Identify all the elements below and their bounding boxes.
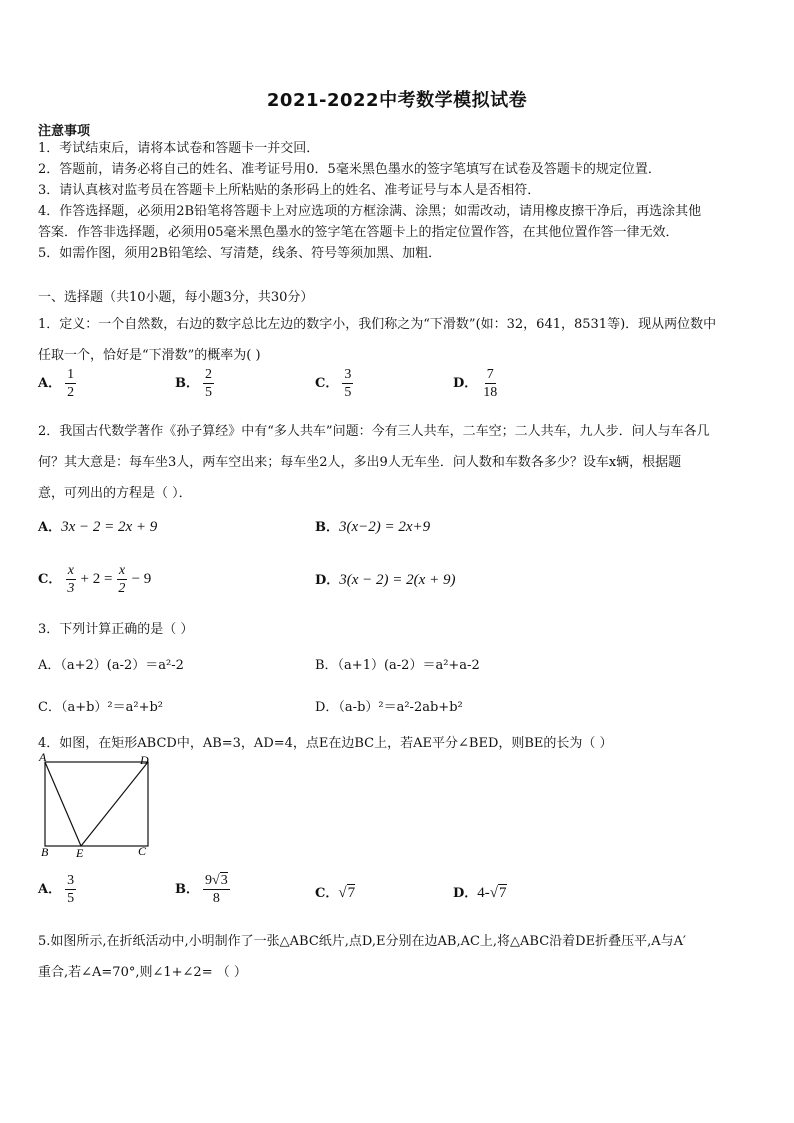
option-label: A． bbox=[38, 882, 62, 897]
q2-option-d[interactable] bbox=[315, 569, 455, 589]
fraction: $\frac{7}{18}$ bbox=[483, 367, 498, 400]
notice-item: 1．考试结束后，请将本试卷和答题卡一并交回． bbox=[38, 141, 320, 156]
q4-option-b[interactable] bbox=[175, 872, 230, 907]
option-label: B． bbox=[175, 882, 199, 897]
q1-option-d[interactable] bbox=[453, 366, 499, 401]
q4-option-c[interactable] bbox=[315, 882, 355, 902]
q2-stem-line1: 2．我国古代数学著作《孙子算经》中有“多人共车”问题：今有三人共车，二车空；二人共车，九人步．问人与车各几 bbox=[38, 424, 710, 439]
q3-option-c[interactable]: C．（a+b）²＝a²+b² bbox=[38, 700, 164, 715]
option-label: B． bbox=[315, 520, 339, 535]
segment-ae bbox=[45, 762, 81, 846]
point-label-e: E bbox=[76, 846, 84, 860]
fraction: $\frac{3}{5}$ bbox=[344, 367, 352, 400]
option-label: D． bbox=[453, 376, 478, 391]
q2-stem-line2: 何？其大意是：每车坐3人，两车空出来；每车坐2人，多出9人无车坐．问人数和车数各多少？设车x辆，根据题 bbox=[38, 455, 682, 470]
option-label: D． bbox=[453, 886, 478, 901]
point-label-d: D bbox=[140, 753, 149, 767]
notice-item: 3．请认真核对监考员在答题卡上所粘贴的条形码上的姓名、准考证号与本人是否相符． bbox=[38, 183, 541, 198]
equation: 3x − 2 = 2x + 9 bbox=[61, 519, 158, 535]
equation: 3(x−2) = 2x+9 bbox=[339, 519, 431, 535]
option-label: A． bbox=[38, 520, 62, 535]
q3-stem: 3．下列计算正确的是（ ） bbox=[38, 622, 194, 637]
q1-option-b[interactable] bbox=[175, 366, 214, 401]
q1-stem-line1: 1．定义：一个自然数，右边的数字总比左边的数字小，我们称之为“下滑数”(如：32，641，8531等)．现从两位数中 bbox=[38, 317, 717, 332]
notice-heading: 注意事项 bbox=[38, 124, 91, 139]
q2-option-c[interactable] bbox=[38, 562, 151, 597]
option-label: C． bbox=[315, 886, 339, 901]
option-label: A． bbox=[38, 376, 62, 391]
point-label-a: A bbox=[39, 752, 47, 764]
rectangle-abcd bbox=[45, 762, 148, 846]
q2-option-a[interactable] bbox=[38, 516, 157, 536]
equation-mid: + 2 = bbox=[80, 571, 113, 587]
notice-item: 4．作答选择题，必须用2B铅笔将答题卡上对应选项的方框涂满、涂黑；如需改动，请用橡皮擦干净后，再选涂其他 bbox=[38, 204, 702, 219]
q3-option-d[interactable]: D．（a-b）²＝a²-2ab+b² bbox=[315, 700, 463, 715]
page-title: 2021-2022中考数学模拟试卷 bbox=[266, 90, 528, 111]
option-label: B． bbox=[175, 376, 199, 391]
option-label: D． bbox=[315, 573, 340, 588]
q5-stem-line2: 重合,若∠A=70°,则∠1+∠2= （ ） bbox=[38, 965, 247, 980]
fraction: $\frac{2}{5}$ bbox=[205, 367, 212, 400]
point-label-c: C bbox=[138, 844, 147, 858]
rectangle-figure bbox=[36, 752, 156, 862]
option-label: C． bbox=[38, 572, 62, 587]
q3-option-a[interactable]: A．（a+2）(a-2）＝a²-2 bbox=[38, 658, 184, 673]
q1-option-a[interactable] bbox=[38, 366, 76, 401]
option-label: C． bbox=[315, 376, 339, 391]
equation: 3(x − 2) = 2(x + 9) bbox=[339, 572, 456, 588]
sqrt-expression: √7 bbox=[338, 885, 356, 901]
q4-option-d[interactable] bbox=[453, 882, 507, 902]
fraction: $\frac{x}{2}$ bbox=[118, 563, 126, 596]
fraction: $\frac{9√3}{8}$ bbox=[205, 873, 228, 906]
section-heading: 一、选择题（共10小题，每小题3分，共30分） bbox=[38, 290, 314, 305]
fraction: $\frac{1}{2}$ bbox=[67, 367, 75, 400]
q1-stem-line2: 任取一个，恰好是“下滑数”的概率为( ) bbox=[38, 348, 261, 363]
fraction: $\frac{x}{3}$ bbox=[67, 563, 75, 596]
q4-stem: 4．如图，在矩形ABCD中，AB=3，AD=4，点E在边BC上，若AE平分∠BED，则BE的长为（ ） bbox=[38, 736, 613, 751]
notice-item: 2．答题前，请务必将自己的姓名、准考证号用0．5毫米黑色墨水的签字笔填写在试卷及答题卡的规定位置． bbox=[38, 162, 661, 177]
q2-stem-line3: 意，可列出的方程是（ ）． bbox=[38, 486, 192, 501]
point-label-b: B bbox=[41, 845, 49, 859]
segment-de bbox=[81, 762, 148, 846]
sqrt-expression: 4-√7 bbox=[477, 885, 507, 901]
fraction: $\frac{3}{5}$ bbox=[67, 873, 75, 906]
notice-item: 答案．作答非选择题，必须用05毫米黑色墨水的签字笔在答题卡上的指定位置作答，在其他位置作答一律无效． bbox=[38, 225, 679, 240]
notice-item: 5．如需作图，须用2B铅笔绘、写清楚，线条、符号等须加黑、加粗． bbox=[38, 246, 442, 261]
q2-option-b[interactable] bbox=[315, 516, 430, 536]
equation-tail: − 9 bbox=[131, 571, 152, 587]
q5-stem-line1: 5.如图所示,在折纸活动中,小明制作了一张△ABC纸片,点D,E分别在边AB,AC上,将△ABC沿着DE折叠压平,A与A′ bbox=[38, 934, 686, 949]
q4-option-a[interactable] bbox=[38, 872, 76, 907]
q1-option-c[interactable] bbox=[315, 366, 353, 401]
q3-option-b[interactable]: B．（a+1）(a-2）＝a²+a-2 bbox=[315, 658, 480, 673]
